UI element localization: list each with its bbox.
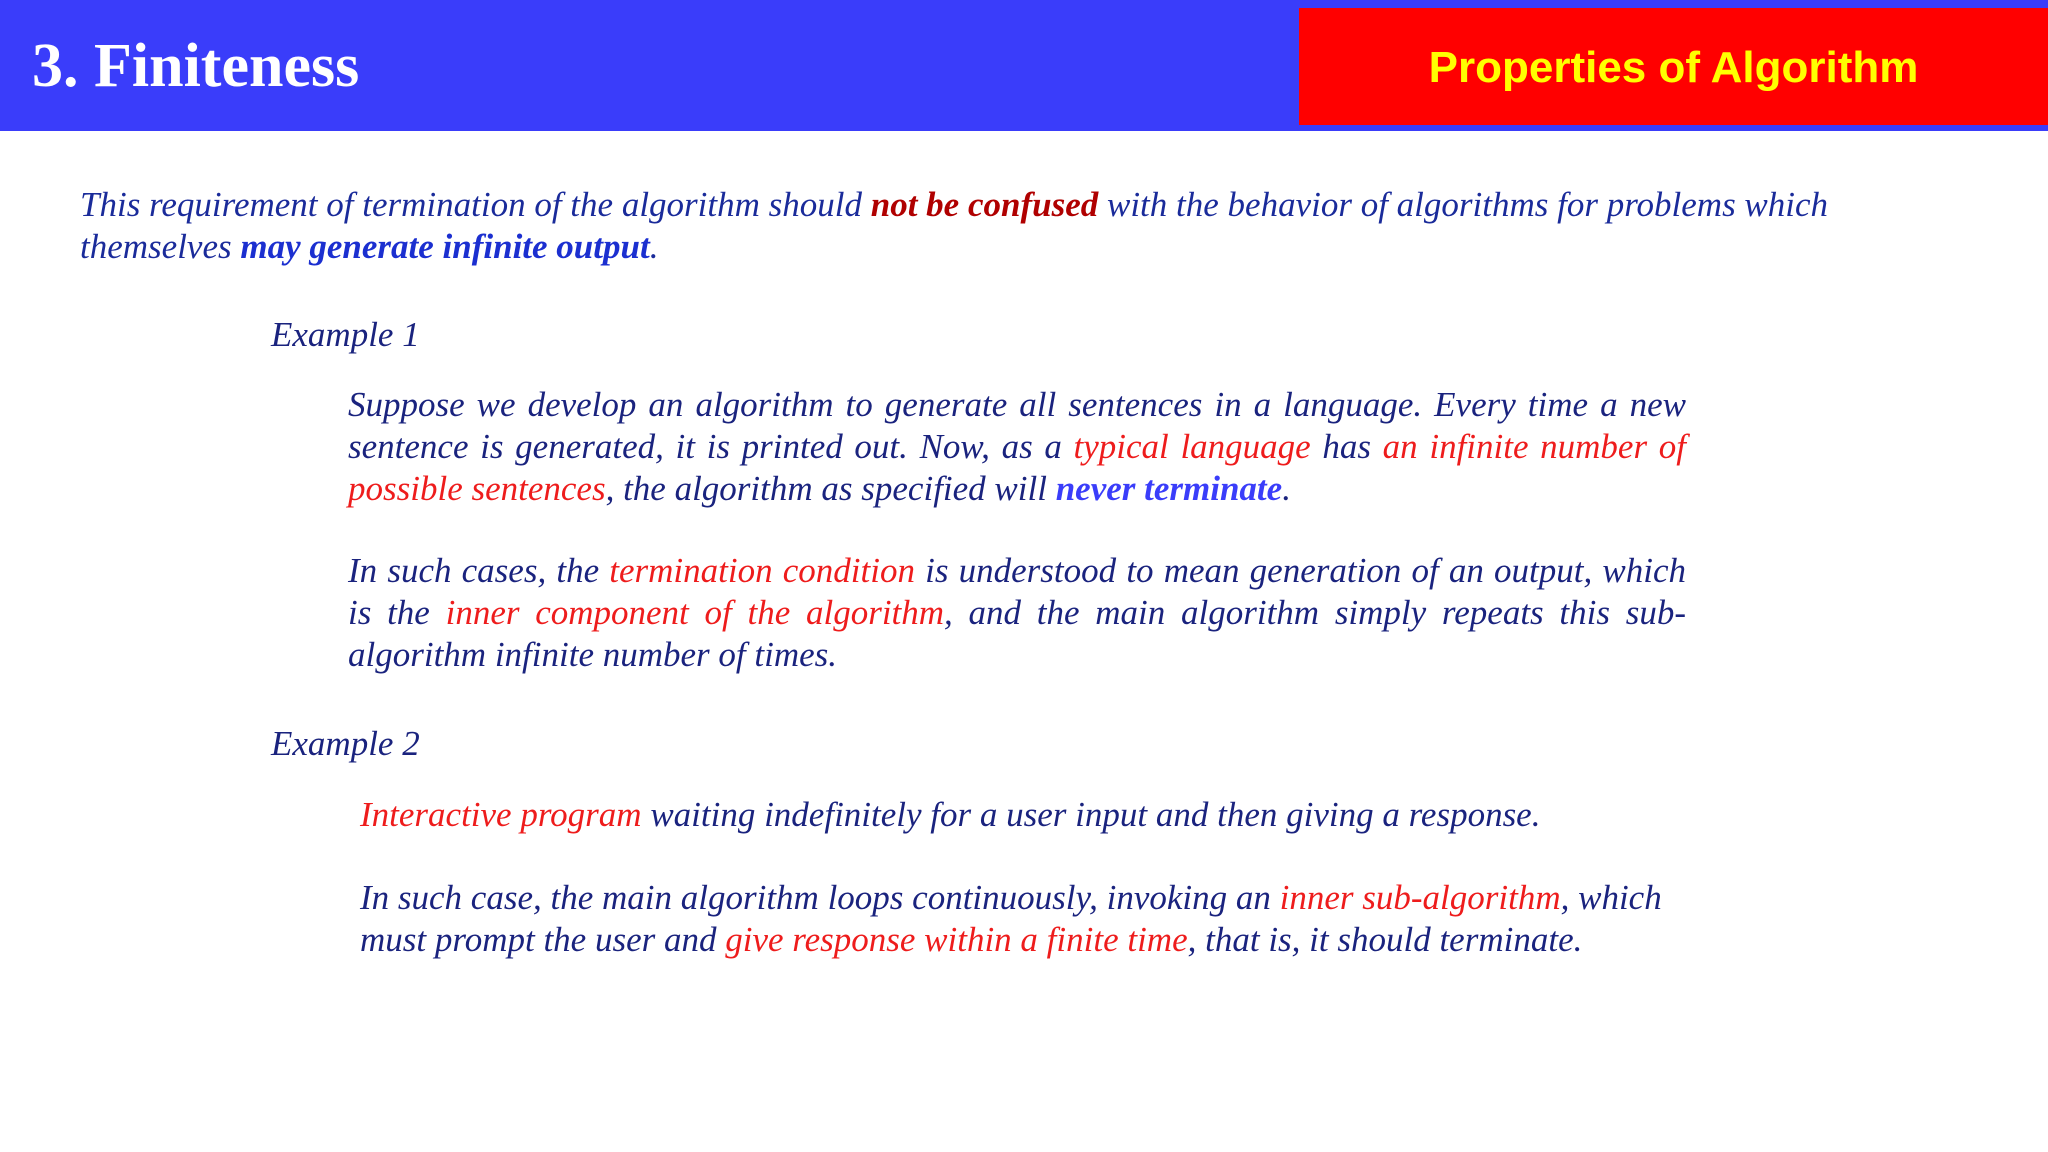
intro-text: This requirement of termination of the algorithm should	[80, 185, 871, 224]
slide-title: 3. Finiteness	[32, 32, 360, 100]
example-1-heading: Example 1	[271, 315, 420, 354]
example-1-paragraph-1	[348, 384, 1686, 510]
highlight-termination-condition: termination condition	[609, 551, 915, 590]
example-1-text: , and the main algorithm simply repeats this sub-algorithm infinite number of times.	[348, 593, 1686, 674]
highlight-never-terminate: never terminate	[1055, 469, 1283, 508]
highlight-typical-language: typical language	[1073, 427, 1311, 466]
highlight-inner-component: inner component of the algorithm	[445, 593, 945, 632]
example-1-text: In such cases, the	[348, 551, 610, 590]
example-1-text: Suppose we develop an algorithm to generate all sentences in a language. Every time a new sentence is generated, it is printed out. Now, as a	[348, 385, 1686, 466]
highlight-finite-time: give response within a finite time	[725, 920, 1188, 959]
highlight-interactive-program: Interactive program	[360, 795, 642, 834]
section-badge	[1299, 8, 2048, 125]
intro-text: .	[649, 227, 659, 266]
intro-emphasis-not-confused: not be confused	[870, 185, 1099, 224]
example-2-heading: Example 2	[271, 724, 420, 763]
example-2-text: waiting indefinitely for a user input and then giving a response.	[641, 795, 1541, 834]
intro-text: with the behavior of algorithms for problems which themselves	[80, 185, 1829, 266]
example-1-text: has	[1310, 427, 1383, 466]
highlight-inner-sub-algorithm: inner sub-algorithm	[1279, 878, 1561, 917]
example-1-text: is understood to mean generation of an output, which is the	[348, 551, 1686, 632]
section-badge-label: Properties of Algorithm	[1428, 43, 1919, 92]
example-2-paragraph-1	[360, 794, 1760, 836]
example-1-text: .	[1282, 469, 1291, 508]
intro-emphasis-infinite-output: may generate infinite output	[240, 227, 650, 266]
intro-paragraph	[80, 184, 1960, 268]
highlight-infinite-sentences: an infinite number of possible sentences	[348, 427, 1686, 508]
example-2-paragraph-2	[360, 877, 1696, 961]
example-1-paragraph-2	[348, 550, 1686, 676]
example-1-text: , the algorithm as specified will	[605, 469, 1056, 508]
example-2-text: In such case, the main algorithm loops continuously, invoking an	[360, 878, 1280, 917]
example-2-text: , that is, it should terminate.	[1187, 920, 1583, 959]
example-2-text: , which must prompt the user and	[360, 878, 1662, 959]
